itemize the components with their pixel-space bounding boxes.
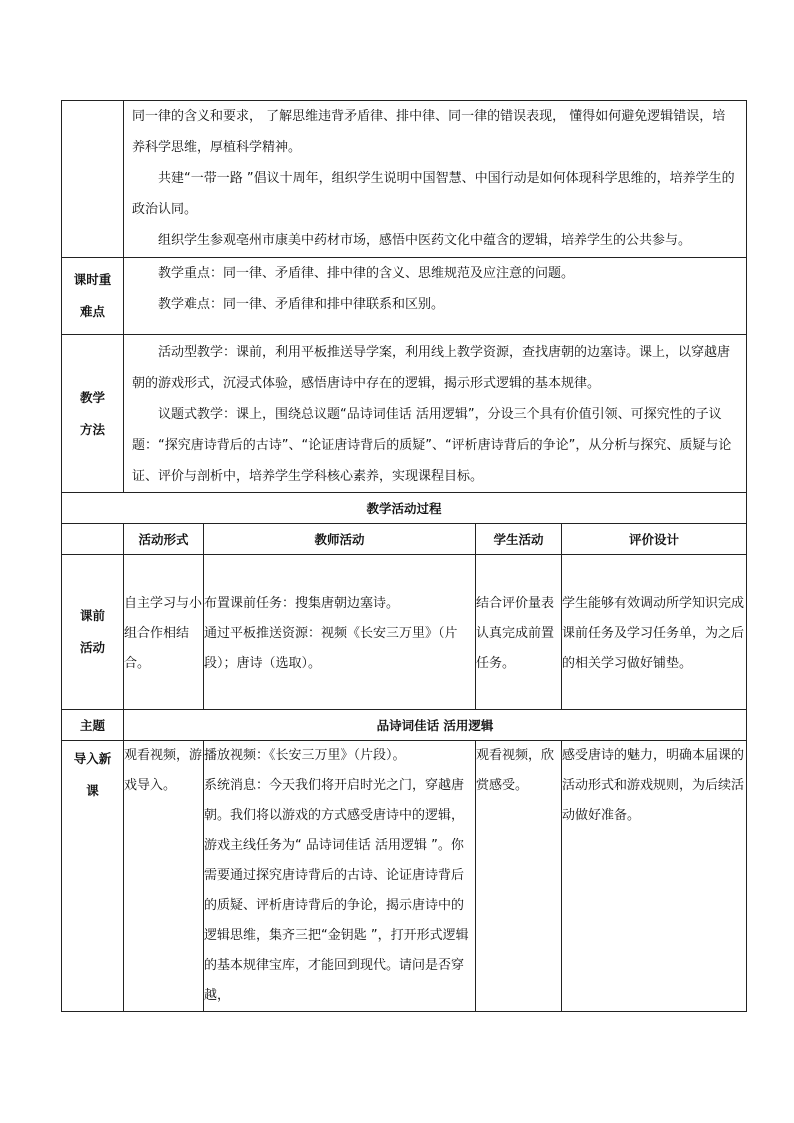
intro-eval: 感受唐诗的魅力，明确本届课的活动形式和游戏规则，为后续活动做好准备。 bbox=[562, 741, 747, 1012]
method-row bbox=[62, 335, 747, 493]
column-header-student: 学生活动 bbox=[476, 524, 562, 555]
method-paragraph: 议题式教学：课上，围绕总议题“品诗词佳话 活用逻辑”，分设三个具有价值引领、可探究性的子议题：“探究唐诗背后的古诗”、“论证唐诗背后的质疑”、“评析唐诗背后的争论”，从分析与探究、质疑与论证、评价与剖析中，培养学生学科核心素养，实现课程目标。 bbox=[132, 407, 732, 484]
column-header-eval: 评价设计 bbox=[562, 524, 747, 555]
objectives-row bbox=[62, 101, 747, 258]
key-points-label: 课时重 难点 bbox=[62, 258, 124, 335]
intro-row bbox=[62, 741, 747, 1012]
theme-row bbox=[62, 710, 747, 741]
theme-value: 品诗词佳话 活用逻辑 bbox=[124, 710, 747, 741]
process-title-row bbox=[62, 493, 747, 524]
intro-form: 观看视频，游戏导入。 bbox=[124, 741, 204, 1012]
pre-class-form: 自主学习与小组合作相结合。 bbox=[124, 555, 204, 710]
lesson-plan-table bbox=[61, 100, 747, 1012]
pre-class-row bbox=[62, 555, 747, 710]
objectives-content bbox=[124, 101, 747, 258]
pre-class-student: 结合评价量表认真完成前置任务。 bbox=[476, 555, 562, 710]
intro-student: 观看视频，欣赏感受。 bbox=[476, 741, 562, 1012]
key-points-content bbox=[124, 258, 747, 335]
intro-label: 导入新 课 bbox=[62, 741, 124, 1012]
pre-class-label: 课前 活动 bbox=[62, 555, 124, 710]
pre-class-eval: 学生能够有效调动所学知识完成课前任务及学习任务单，为之后的相关学习做好铺垫。 bbox=[562, 555, 747, 710]
method-label: 教学 方法 bbox=[62, 335, 124, 493]
column-header-form: 活动形式 bbox=[124, 524, 204, 555]
column-header-blank bbox=[62, 524, 124, 555]
method-content bbox=[124, 335, 747, 493]
method-paragraph: 活动型教学：课前，利用平板推送导学案，利用线上教学资源，查找唐朝的边塞诗。课上，以穿越唐朝的游戏形式，沉浸式体验，感悟唐诗中存在的逻辑，揭示形式逻辑的基本规律。 bbox=[132, 345, 731, 391]
process-title: 教学活动过程 bbox=[62, 493, 747, 524]
objectives-paragraph: 同一律的含义和要求， 了解思维违背矛盾律、排中律、同一律的错误表现， 懂得如何避免逻辑错误，培养科学思维，厚植科学精神。 bbox=[132, 109, 726, 155]
column-header-row bbox=[62, 524, 747, 555]
intro-teacher: 播放视频：《长安三万里》（片段）。 系统消息：今天我们将开启时光之门，穿越唐朝。我们将以游戏的方式感受唐诗中的逻辑，游戏主线任务为“ 品诗词佳话 活用逻辑 ”。你需要通过探究唐诗背后的古诗、论证唐诗背后的质疑、评析唐诗背后的争论，揭示唐诗中的逻辑思维，集齐三把“金钥匙 ”，打开形式逻辑的基本规律宝库，才能回到现代。请问是否穿越， bbox=[204, 741, 476, 1012]
objectives-paragraph: 共建“一带一路 ”倡议十周年，组织学生说明中国智慧、中国行动是如何体现科学思维的，培养学生的政治认同。 bbox=[132, 171, 735, 217]
pre-class-teacher: 布置课前任务：搜集唐朝边塞诗。 通过平板推送资源：视频《长安三万里》（片段）；唐诗（选取）。 bbox=[204, 555, 476, 710]
column-header-teacher: 教师活动 bbox=[204, 524, 476, 555]
key-points-row bbox=[62, 258, 747, 335]
difficulty-text: 教学难点：同一律、矛盾律和排中律联系和区别。 bbox=[158, 297, 445, 312]
theme-label: 主题 bbox=[62, 710, 124, 741]
key-point-text: 教学重点：同一律、矛盾律、排中律的含义、思维规范及应注意的问题。 bbox=[158, 266, 575, 281]
objectives-paragraph: 组织学生参观亳州市康美中药材市场，感悟中医药文化中蕴含的逻辑，培养学生的公共参与。 bbox=[158, 233, 692, 248]
objectives-label-cell bbox=[62, 101, 124, 258]
